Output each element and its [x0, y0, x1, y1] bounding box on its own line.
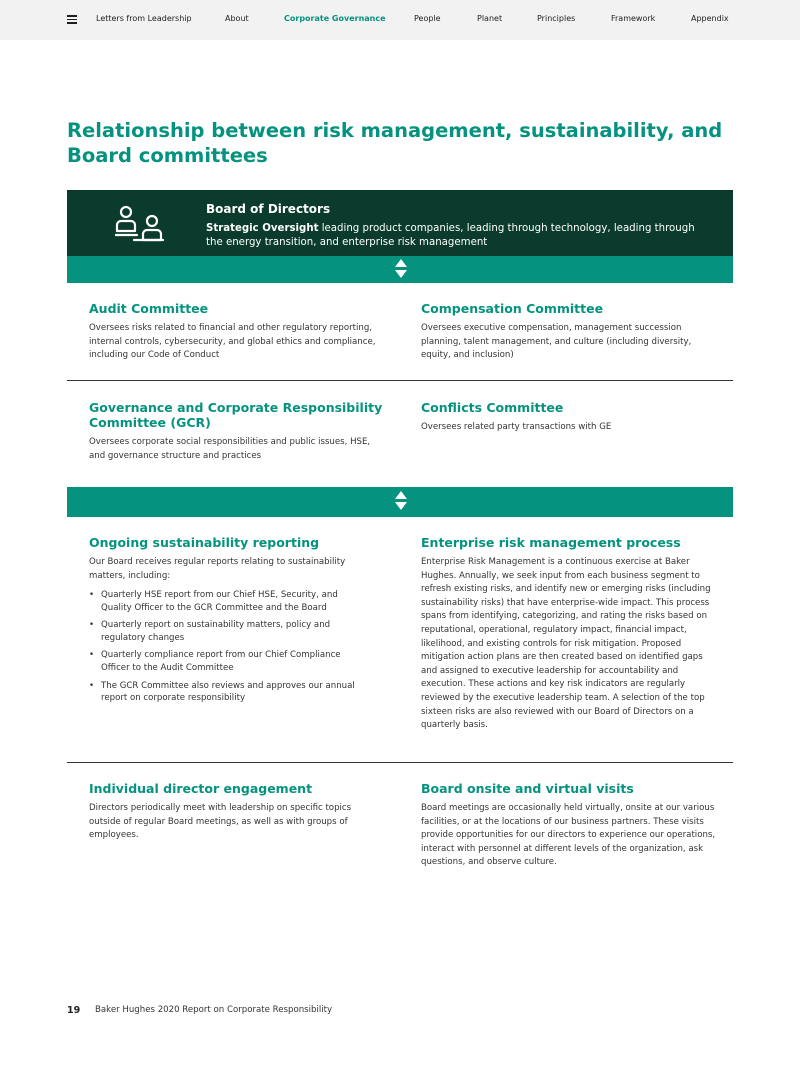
- board-title: Board of Directors: [206, 202, 331, 216]
- erm-text: Enterprise Risk Management is a continuous exercise at Baker Hughes. Annually, we seek input from each business segment to refresh existing risks, and identify new or emerging risks (including sustainability risks) that have enterprise-wide impact. This process spans from identifying, categorizing, and rating the risks based on reputational, operational, regulatory impact, financial impact, likelihood, and existing controls for risk mitigation. Proposed mitigation action plans are then created based on identified gaps and assigned to executive leadership for accountability and execution. These actions and key risk indicators are regularly reviewed by the executive leadership team. A selection of the top sixteen risks are also reviewed with our Board of Directors on a quarterly basis.: [421, 557, 711, 731]
- compensation-committee-title: Compensation Committee: [421, 301, 604, 316]
- erm-title: Enterprise risk management process: [421, 535, 681, 550]
- list-item: • Quarterly report on sustainability matters, policy and regulatory changes: [89, 619, 369, 644]
- nav-item-planet[interactable]: Planet: [477, 14, 503, 23]
- audit-committee-text: Oversees risks related to financial and other regulatory reporting, internal controls, cybersecurity, and global ethics and compliance, including our Code of Conduct: [89, 323, 376, 361]
- board-visits-title: Board onsite and virtual visits: [421, 781, 634, 796]
- board-text: leading product companies, leading through technology, leading through the energy transition, and enterprise risk management: [206, 223, 695, 248]
- divider: [67, 762, 733, 763]
- page-title: Relationship between risk management, sustainability, and Board committees: [67, 119, 723, 167]
- nav-item-corporate-governance[interactable]: Corporate Governance: [284, 14, 386, 23]
- board-visits-text: Board meetings are occasionally held virtually, onsite at our various facilities, or at the locations of our business partners. These visits provide opportunities for our directors to experience our operations, interact with personnel at different levels of the organization, ask questions, and observe culture.: [421, 803, 716, 868]
- board-description: [206, 222, 706, 249]
- gcr-committee-text: Oversees corporate social responsibilities and public issues, HSE, and governance structure and practices: [89, 437, 371, 461]
- list-item: • The GCR Committee also reviews and approves our annual report on corporate responsibility: [89, 680, 369, 705]
- sustainability-reporting-intro: Our Board receives regular reports relating to sustainability matters, including:: [89, 557, 346, 581]
- divider: [67, 380, 733, 381]
- director-engagement-text: Directors periodically meet with leadership on specific topics outside of regular Board meetings, as well as with groups of employees.: [89, 803, 352, 841]
- conflicts-committee-text: Oversees related party transactions with GE: [421, 422, 612, 432]
- board-strong: Strategic Oversight: [206, 223, 319, 234]
- up-down-arrows-icon: [395, 259, 407, 279]
- footer-text: Baker Hughes 2020 Report on Corporate Responsibility: [95, 1005, 333, 1015]
- nav-item-framework[interactable]: Framework: [611, 14, 656, 23]
- nav-item-appendix[interactable]: Appendix: [691, 14, 729, 23]
- menu-icon[interactable]: [67, 15, 77, 24]
- gcr-committee-title: Governance and Corporate Responsibility Committee (GCR): [89, 400, 383, 430]
- sustainability-reporting-list: [89, 589, 369, 710]
- nav-item-people[interactable]: People: [414, 14, 441, 23]
- sustainability-reporting-title: Ongoing sustainability reporting: [89, 535, 320, 550]
- compensation-committee-text: Oversees executive compensation, management succession planning, talent management, and culture (including diversity, equity, and inclusion): [421, 323, 692, 361]
- nav-item-principles[interactable]: Principles: [537, 14, 576, 23]
- list-item: • Quarterly compliance report from our Chief Compliance Officer to the Audit Committee: [89, 649, 369, 674]
- audit-committee-title: Audit Committee: [89, 301, 209, 316]
- conflicts-committee-title: Conflicts Committee: [421, 400, 564, 415]
- list-item: • Quarterly HSE report from our Chief HSE, Security, and Quality Officer to the GCR Committee and the Board: [89, 589, 369, 614]
- top-nav: [0, 0, 800, 40]
- up-down-arrows-icon: [395, 491, 407, 511]
- page-number: 19: [67, 1005, 81, 1016]
- people-icon: [115, 204, 165, 244]
- director-engagement-title: Individual director engagement: [89, 781, 313, 796]
- nav-item-letters[interactable]: Letters from Leadership: [96, 14, 192, 23]
- nav-item-about[interactable]: About: [225, 14, 249, 23]
